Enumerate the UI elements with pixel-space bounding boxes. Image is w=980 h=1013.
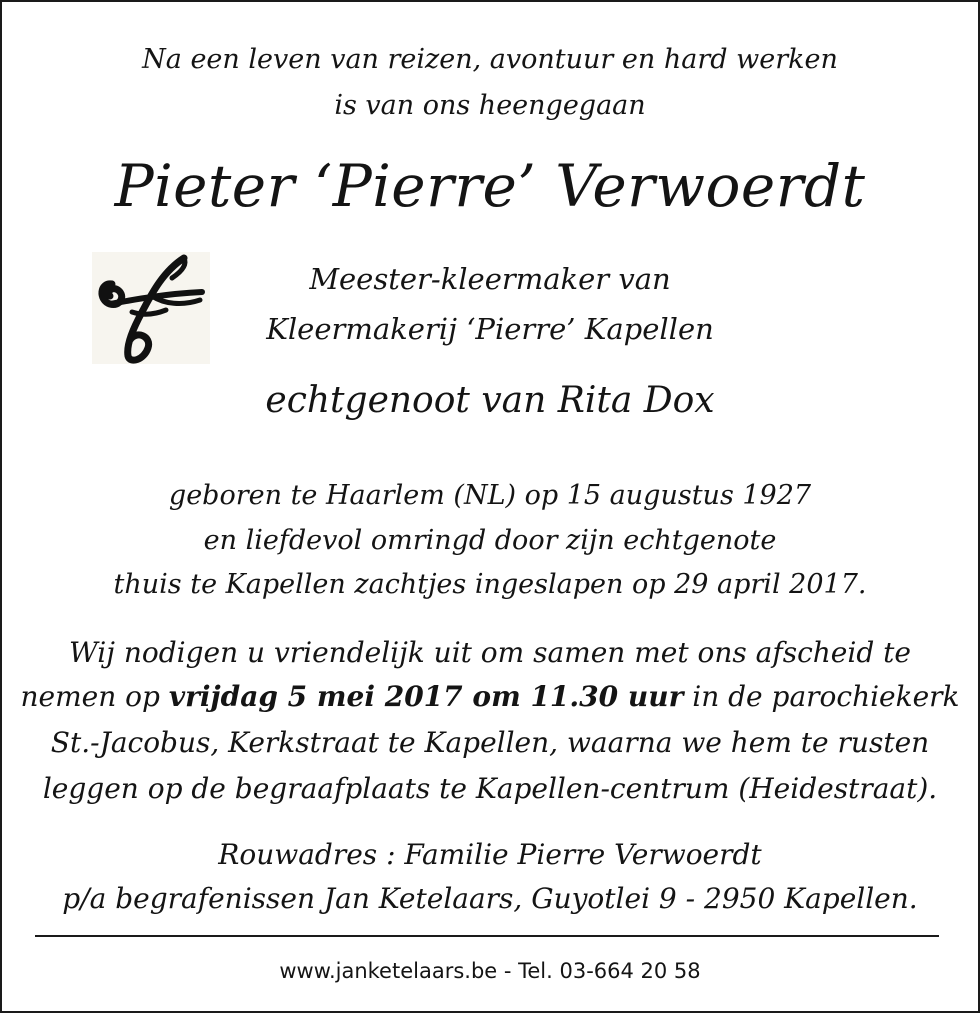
occupation-line-2: Kleermakerij ‘Pierre’ Kapellen	[266, 312, 714, 346]
deceased-name: Pieter ‘Pierre’ Verwoerdt	[114, 152, 866, 220]
intro-line-1: Na een leven van reizen, avontuur en hard werken	[142, 44, 838, 75]
ceremony-line-2	[2, 680, 978, 713]
occupation-line-1: Meester-kleermaker van	[309, 262, 671, 296]
divider	[35, 935, 939, 937]
address-line-2: p/a begrafenissen Jan Ketelaars, Guyotlei 9 - 2950 Kapellen.	[62, 882, 918, 915]
life-line-3: thuis te Kapellen zachtjes ingeslapen op 29 april 2017.	[113, 569, 867, 600]
intro-line-2: is van ons heengegaan	[334, 90, 646, 121]
life-line-1: geboren te Haarlem (NL) op 15 augustus 1927	[168, 480, 812, 511]
ceremony-date-time: vrijdag 5 mei 2017 om 11.30 uur	[168, 680, 684, 713]
ceremony-line-4: leggen op de begraafplaats te Kapellen-centrum (Heidestraat).	[42, 772, 938, 805]
ceremony-line-2-pre: nemen op	[20, 680, 169, 713]
ceremony-line-1: Wij nodigen u vriendelijk uit om samen met ons afscheid te	[69, 636, 911, 669]
spouse-line: echtgenoot van Rita Dox	[265, 380, 715, 421]
ceremony-line-3: St.-Jacobus, Kerkstraat te Kapellen, waarna we hem te rusten	[50, 726, 930, 759]
ceremony-line-2-post: in de parochiekerk	[683, 680, 960, 713]
address-line-1: Rouwadres : Familie Pierre Verwoerdt	[218, 838, 762, 871]
footer-contact: www.janketelaars.be - Tel. 03-664 20 58	[279, 959, 701, 983]
life-line-2: en liefdevol omringd door zijn echtgenote	[203, 525, 777, 556]
